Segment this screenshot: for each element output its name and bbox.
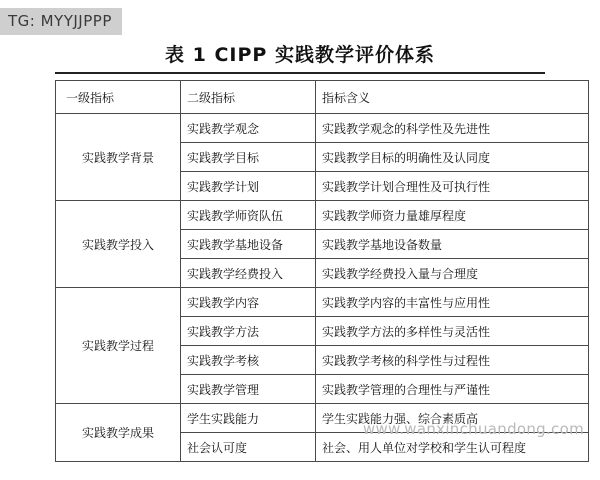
header-cell-level1: 一级指标 bbox=[56, 81, 181, 114]
level2-cell: 实践教学管理 bbox=[181, 375, 316, 404]
level2-cell: 实践教学师资队伍 bbox=[181, 201, 316, 230]
table-title: 表 1 CIPP 实践教学评价体系 bbox=[165, 44, 435, 66]
title-divider bbox=[55, 72, 545, 74]
meaning-cell: 学生实践能力强、综合素质高 bbox=[316, 404, 589, 433]
table-row bbox=[56, 201, 589, 230]
cipp-evaluation-table bbox=[55, 80, 589, 462]
meaning-cell: 实践教学内容的丰富性与应用性 bbox=[316, 288, 589, 317]
level2-cell: 实践教学观念 bbox=[181, 114, 316, 143]
level2-cell: 实践教学考核 bbox=[181, 346, 316, 375]
level2-cell: 社会认可度 bbox=[181, 433, 316, 462]
table-container bbox=[55, 80, 545, 462]
meaning-cell: 实践教学计划合理性及可执行性 bbox=[316, 172, 589, 201]
table-row bbox=[56, 288, 589, 317]
level2-cell: 实践教学方法 bbox=[181, 317, 316, 346]
meaning-cell: 实践教学方法的多样性与灵活性 bbox=[316, 317, 589, 346]
header-cell-meaning: 指标含义 bbox=[316, 81, 589, 114]
meaning-cell: 实践教学师资力量雄厚程度 bbox=[316, 201, 589, 230]
meaning-cell: 实践教学基地设备数量 bbox=[316, 230, 589, 259]
level1-cell: 实践教学背景 bbox=[56, 114, 181, 201]
table-header-row bbox=[56, 81, 589, 114]
level2-cell: 学生实践能力 bbox=[181, 404, 316, 433]
telegram-watermark-badge: TG: MYYJJPPP bbox=[0, 8, 122, 35]
meaning-cell: 社会、用人单位对学校和学生认可程度 bbox=[316, 433, 589, 462]
level1-cell: 实践教学投入 bbox=[56, 201, 181, 288]
meaning-cell: 实践教学目标的明确性及认同度 bbox=[316, 143, 589, 172]
meaning-cell: 实践教学观念的科学性及先进性 bbox=[316, 114, 589, 143]
table-row bbox=[56, 114, 589, 143]
meaning-cell: 实践教学管理的合理性与严谨性 bbox=[316, 375, 589, 404]
header-cell-level2: 二级指标 bbox=[181, 81, 316, 114]
level1-cell: 实践教学过程 bbox=[56, 288, 181, 404]
level2-cell: 实践教学经费投入 bbox=[181, 259, 316, 288]
site-watermark: www.wanxinchuandong.com bbox=[362, 420, 584, 438]
level2-cell: 实践教学目标 bbox=[181, 143, 316, 172]
level2-cell: 实践教学内容 bbox=[181, 288, 316, 317]
level2-cell: 实践教学基地设备 bbox=[181, 230, 316, 259]
level1-cell: 实践教学成果 bbox=[56, 404, 181, 462]
meaning-cell: 实践教学经费投入量与合理度 bbox=[316, 259, 589, 288]
meaning-cell: 实践教学考核的科学性与过程性 bbox=[316, 346, 589, 375]
level2-cell: 实践教学计划 bbox=[181, 172, 316, 201]
